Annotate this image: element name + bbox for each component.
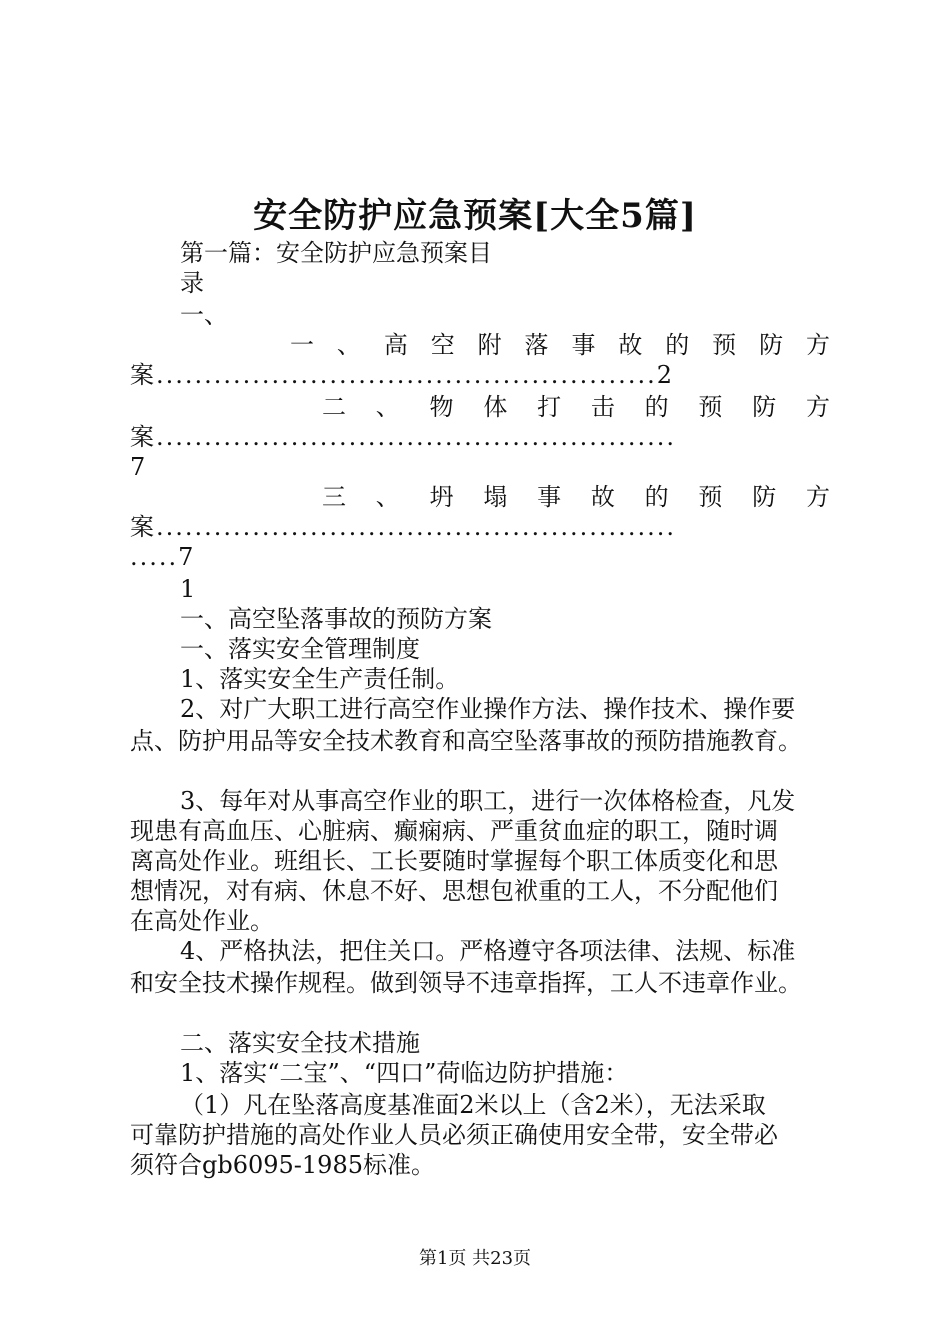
page-footer: 第1页 共23页 [418, 1248, 532, 1269]
toc-entry-2-title: 二 、 物 体 打 击 的 预 防 方 [322, 393, 830, 421]
toc-heading: 录 [180, 269, 204, 297]
paragraph-line: 1、落实“二宝”、“四口”荷临边防护措施： [180, 1059, 629, 1087]
paragraph-line: 在高处作业。 [130, 907, 274, 935]
section-heading: 一、高空坠落事故的预防方案 [180, 605, 492, 633]
subsection-heading: 一、落实安全管理制度 [180, 635, 420, 663]
paragraph-line: 4、严格执法，把住关口。严格遵守各项法律、法规、标准 [180, 937, 796, 965]
paragraph-line: 和安全技术操作规程。做到领导不违章指挥，工人不违章作业。 [130, 969, 802, 997]
toc-entry-1-leader: 案....................................................2 [130, 361, 674, 389]
subsection-heading: 二、落实安全技术措施 [180, 1029, 420, 1057]
paragraph-line: 2、对广大职工进行高空作业操作方法、操作技术、操作要 [180, 695, 796, 723]
paragraph-line: （1）凡在坠落高度基准面2米以上（含2米），无法采取 [180, 1091, 766, 1119]
toc-entry-1-title: 一 、 高 空 附 落 事 故 的 预 防 方 [290, 331, 830, 359]
toc-entry-3-title: 三 、 坍 塌 事 故 的 预 防 方 [322, 483, 830, 511]
chapter-heading: 第一篇：安全防护应急预案目 [180, 239, 492, 267]
paragraph-line: 离高处作业。班组长、工长要随时掌握每个职工体质变化和思 [130, 847, 778, 875]
document-title: 安全防护应急预案[大全5篇] [253, 196, 697, 236]
paragraph-line: 想情况，对有病、休息不好、思想包袱重的工人，不分配他们 [130, 877, 778, 905]
paragraph-line: 可靠防护措施的高处作业人员必须正确使用安全带，安全带必 [130, 1121, 778, 1149]
paragraph-line: 1、落实安全生产责任制。 [180, 665, 460, 693]
toc-entry-2-leader: 案...................................................... [130, 423, 676, 451]
paragraph-line: 3、每年对从事高空作业的职工，进行一次体格检查，凡发 [180, 787, 796, 815]
toc-entry-3-leader: 案...................................................... [130, 513, 676, 541]
paragraph-line: 须符合gb6095-1985标准。 [130, 1151, 435, 1179]
toc-entry-2-page: 7 [130, 453, 146, 481]
paragraph-line: 现患有高血压、心脏病、癫痫病、严重贫血症的职工，随时调 [130, 817, 778, 845]
toc-entry-3-page: .....7 [130, 543, 196, 571]
page-number-text: 1 [180, 575, 196, 603]
toc-item-number: 一、 [180, 301, 228, 329]
paragraph-line: 点、防护用品等安全技术教育和高空坠落事故的预防措施教育。 [130, 727, 802, 755]
